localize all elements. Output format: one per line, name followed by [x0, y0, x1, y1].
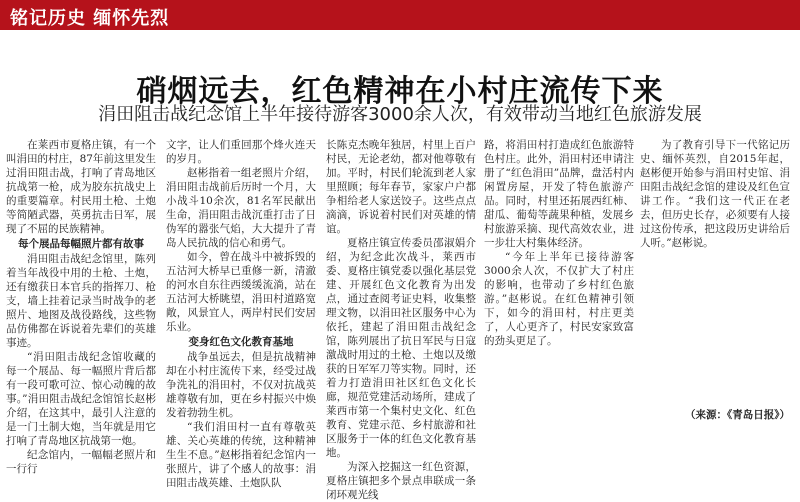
paragraph: “今年上半年已接待游客3000余人次，不仅扩大了村庄的影响，也带动了乡村红色旅游。”赵彬说。在红色精神引领下，如今的涓田村，村庄更美了，人心更齐了，村民安家致富的劲头更足了。 [484, 251, 634, 347]
article-column-2 [166, 138, 316, 489]
article-column-3 [326, 138, 476, 501]
paragraph: 赵彬指着一组老照片介绍，涓田阻击战前后历时一个月，大小战斗10余次，81名军民献出生命，涓田阻击战沉重打击了日伪军的嚣张气焰，大大提升了青岛人民抗战的信心和勇气。 [166, 167, 316, 249]
paragraph: 长陈克杰晚年独居，村里上百户村民，无论老幼，都对他尊敬有加。平时，村民们轮流到老人家里照顾；每年春节，家家户户都争相给老人家送饺子。这些点点滴滴，诉说着村民们对英雄的情谊。 [326, 139, 476, 235]
paragraph: 如今，曾在战斗中被拆毁的五沽河大桥早已重修一新，清澈的河水自东往西缓缓流淌，站在五沽河大桥眺望，涓田村道路宽敞，风景宜人，两岸村民们安居乐业。 [166, 251, 316, 333]
article-headline: 硝烟远去，红色精神在小村庄流传下来 [136, 74, 664, 109]
article-column-5 [640, 138, 790, 424]
paragraph: 为了教育引导下一代铭记历史、缅怀英烈，自2015年起，赵彬便开始参与涓田村史馆、涓田阻击战纪念馆的建设及红色宣讲工作。“我们这一代正在老去，但历史长存，必须要有人接过这份传承，把这段历史讲给后人听。”赵彬说。 [640, 139, 790, 249]
paragraph: 夏格庄镇宣传委员邵淑娟介绍，为纪念此次战斗，莱西市委、夏格庄镇党委以强化基层党建、开展红色文化教育为出发点，通过查阅考证史料，收集整理文物，以涓田社区服务中心为依托，建起了涓田阻击战纪念馆，陈列展出了抗日军民与日寇激战时用过的土枪、土炮以及缴获的日军军刀等实物。同时，还着力打造涓田社区红色文化长廊，规范党建活动场所，建成了莱西市第一个集村史文化、红色教育、党建示范、乡村旅游和社区服务于一体的红色文化教育基地。 [326, 237, 476, 459]
paragraph: 路，将涓田村打造成红色旅游特色村庄。此外，涓田村还申请注册了“红色涓田”品牌，盘活村内闲置房屋，开发了特色旅游产品。同时，村里还拓展西红柿、甜瓜、葡萄等蔬果种植，发展乡村旅游采摘、现代高效农业，进一步壮大村集体经济。 [484, 139, 634, 249]
paragraph: “我们涓田村一直有尊敬英雄、关心英雄的传统，这种精神生生不息。”赵彬指着纪念馆内一张照片，讲了个感人的故事：涓田阻击战英雄、土炮队队 [166, 421, 316, 489]
paragraph: 战争虽远去，但是抗战精神却在小村庄流传下来，经受过战争洗礼的涓田村，不仅对抗战英雄尊敬有加，更在乡村振兴中焕发着勃勃生机。 [166, 351, 316, 419]
article-subheadline: 涓田阻击战纪念馆上半年接待游客3000余人次，有效带动当地红色旅游发展 [98, 104, 702, 125]
article-source: （来源：《青岛日报》） [685, 409, 790, 421]
section-heading: 每个展品每幅照片都有故事 [18, 238, 144, 250]
section-banner [0, 0, 800, 30]
paragraph: 涓田阻击战纪念馆里，陈列着当年战役中用的土枪、土炮，还有缴获日本官兵的指挥刀、枪支，墙上挂着记录当时战争的老照片、地图及战役路线，这些物品仿佛都在诉说着先辈们的英雄事迹。 [6, 253, 156, 349]
article-column-1 [6, 138, 156, 475]
banner-title: 铭记历史 缅怀先烈 [10, 8, 170, 29]
paragraph: 文字，让人们重回那个烽火连天的岁月。 [166, 139, 316, 165]
paragraph: 纪念馆内，一幅幅老照片和一行行 [6, 449, 156, 475]
paragraph: “涓田阻击战纪念馆收藏的每一个展品、每一幅照片背后都有一段可歌可泣、惊心动魄的故事。”涓田阻击战纪念馆馆长赵彬介绍，在这其中，最引人注意的是一门土制大炮，当年就是用它打响了青岛地区抗战第一炮。 [6, 351, 156, 447]
paragraph: 为深入挖掘这一红色资源，夏格庄镇把多个景点串联成一条闭环观光线 [326, 461, 476, 501]
paragraph: 在莱西市夏格庄镇，有一个叫涓田的村庄，87年前这里发生过涓田阻击战，打响了青岛地区抗战第一枪，成为胶东抗战史上的重要篇章。村民用土枪、土炮等简陋武器，英勇抗击日军，展现了不屈的民族精神。 [6, 139, 156, 235]
article-column-4 [484, 138, 634, 424]
section-heading: 变身红色文化教育基地 [188, 336, 294, 348]
